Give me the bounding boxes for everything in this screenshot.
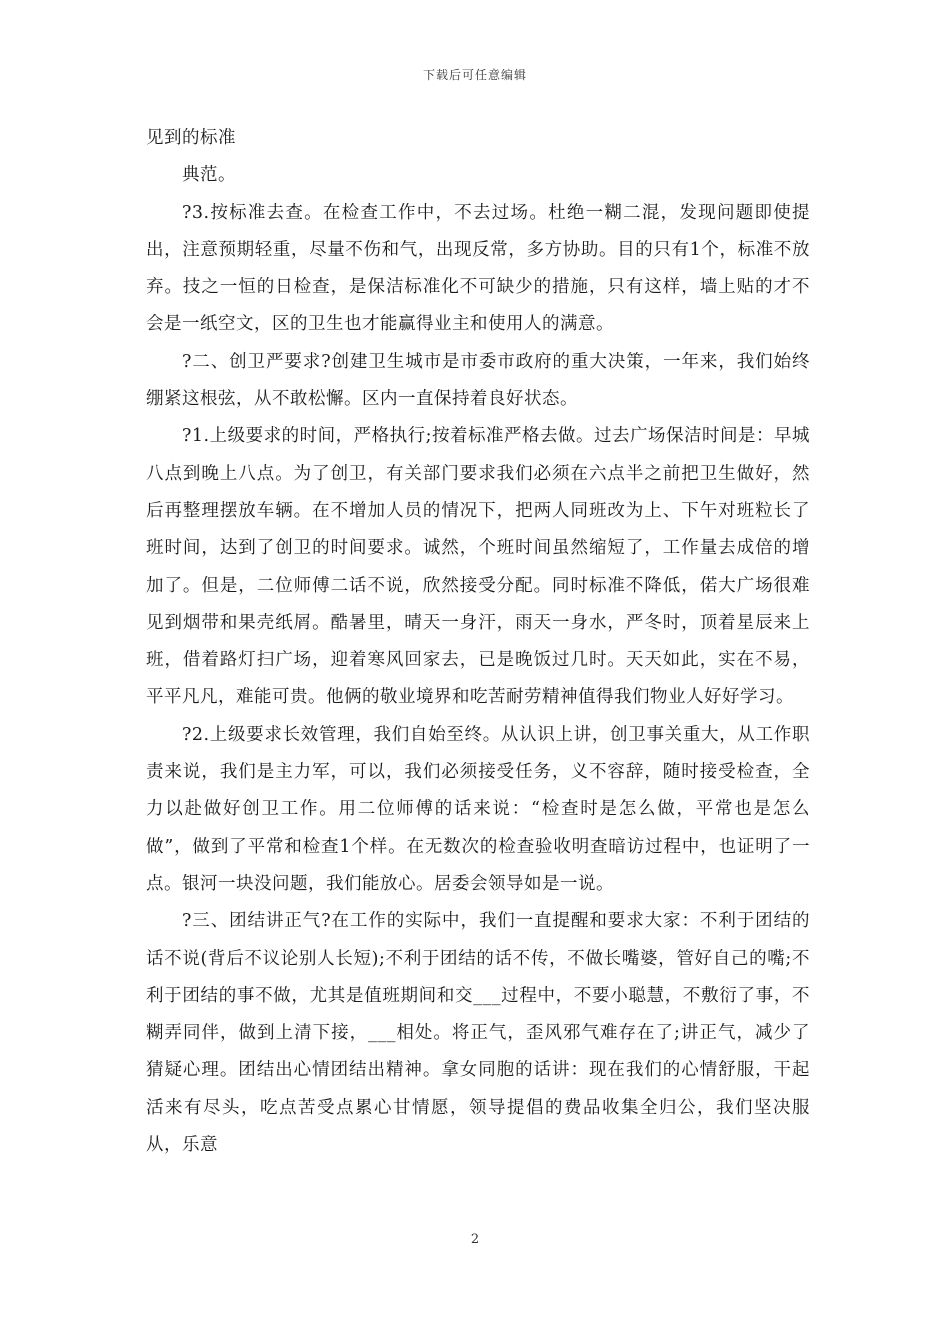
page-number: 2 — [470, 1232, 480, 1247]
page-header: 下载后可任意编辑 — [422, 68, 527, 82]
paragraph-check-standard: ?3.按标准去查。在检查工作中，不去过场。杜绝一糊二混，发现问题即使提出，注意预期轻重，尽量不伤和气，出现反常，多方协助。目的只有1个，标准不放弃。技之一恒的日检查，是保洁标准化不可缺少的措施，只有这样，墙上贴的才不会是一纸空文，区的卫生也才能赢得业主和使用人的满意。 — [146, 202, 810, 335]
paragraph-item-one: ?1.上级要求的时间，严格执行;按着标准严格去做。过去广场保洁时间是：早城八点到晚上八点。为了创卫，有关部门要求我们必须在六点半之前把卫生做好，然后再整理摆放车辆。在不增加人员的情况下，把两人同班改为上、下午对班粒长了班时间，达到了创卫的时间要求。诚然，个班时间虽然缩短了，工作量去成倍的增加了。但是，二位师傅二话不说，欣然接受分配。同时标准不降低，偌大广场很难见到烟带和果壳纸屑。酷暑里，晴天一身汗，雨天一身水，严冬时，顶着星辰来上班，借着路灯扫广场，迎着寒风回家去，已是晚饭过几时。天天如此，实在不易，平平凡凡，难能可贵。他俩的敬业境界和吃苦耐劳精神值得我们物业人好好学习。 — [146, 426, 810, 708]
document-body — [146, 120, 810, 1164]
paragraph-fragment-end: 典范。 — [182, 165, 236, 186]
paragraph-item-two: ?2.上级要求长效管理，我们自始至终。从认识上讲，创卫事关重大，从工作职责来说，我们是主力军，可以，我们必须接受任务，义不容辞，随时接受检查，全力以赴做好创卫工作。用二位师傅的话来说：“检查时是怎么做，平常也是怎么做”，做到了平常和检查1个样。在无数次的检查验收明查暗访过程中，也证明了一点。银河一块没问题，我们能放心。居委会领导如是一说。 — [146, 724, 810, 894]
paragraph-fragment: 见到的标准 — [146, 128, 236, 148]
paragraph-section-two-heading: ?二、创卫严要求?创建卫生城市是市委市政府的重大决策，一年来，我们始终绷紧这根弦，从不敢松懈。区内一直保持着良好状态。 — [146, 351, 810, 410]
paragraph-section-three: ?三、团结讲正气?在工作的实际中，我们一直提醒和要求大家：不利于团结的话不说(背后不议论别人长短);不利于团结的话不传，不做长嘴婆，管好自己的嘴;不利于团结的事不做，尤其是值班期间和交___过程中，不要小聪慧，不敷衍了事，不糊弄同伴，做到上清下接，___相处。将正气，歪风邪气难存在了;讲正气，减少了猜疑心理。团结出心情团结出精神。拿女同胞的话讲：现在我们的心情舒服，干起活来有尽头，吃点苦受点累心甘情愿，领导提倡的费品收集全归公，我们坚决服从，乐意 — [146, 911, 810, 1156]
